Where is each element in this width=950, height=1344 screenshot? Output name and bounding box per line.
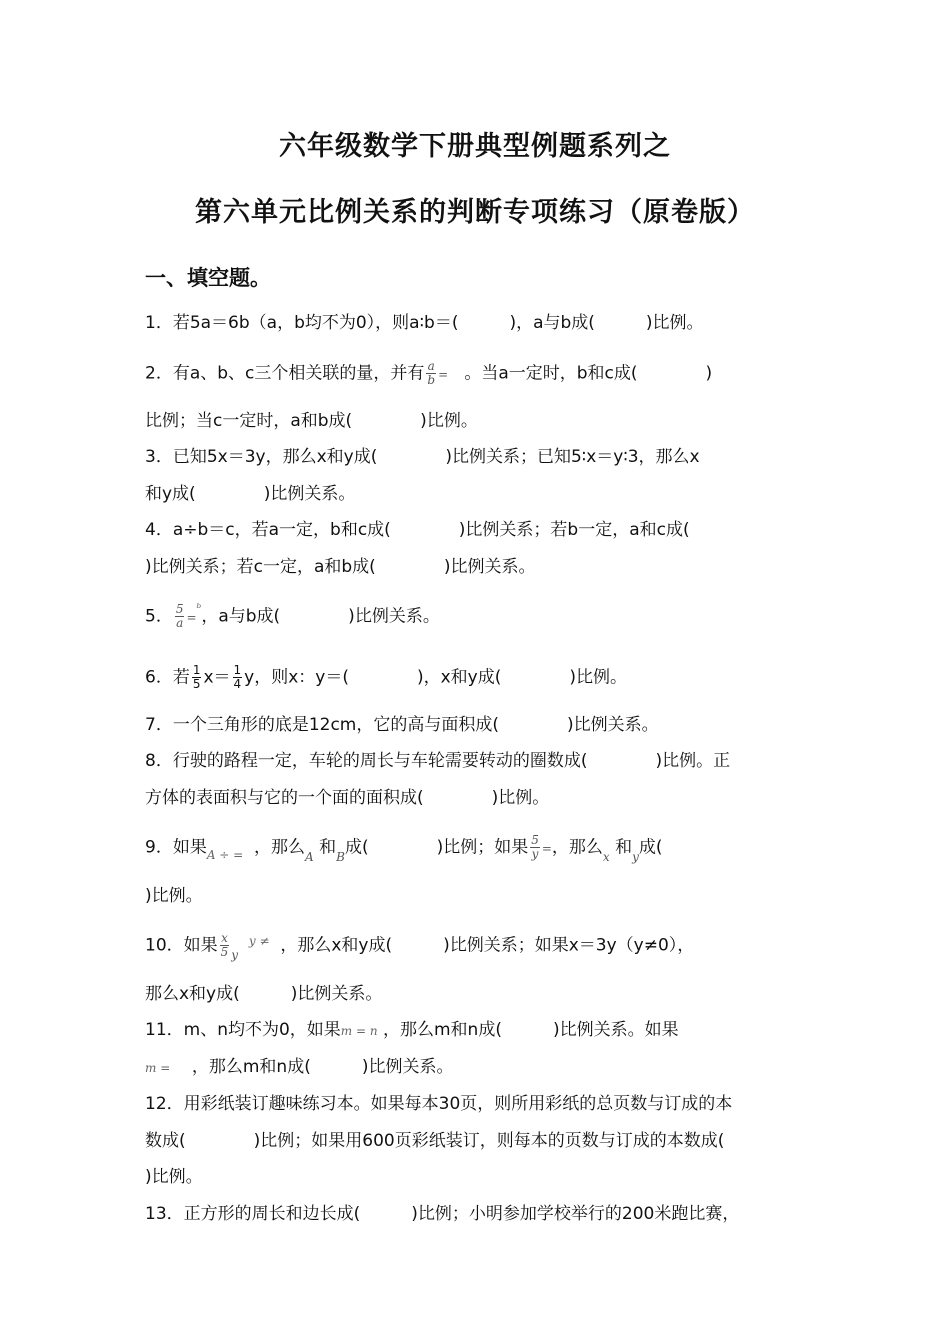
question-6-fraction-1 bbox=[192, 664, 202, 691]
question-10-fraction bbox=[220, 932, 230, 959]
question-10-text-b: ，那么x和y成( )比例关系；如果x＝3y（y≠0）， bbox=[280, 935, 695, 956]
variable-y: y bbox=[231, 947, 239, 962]
question-2-line-1 bbox=[145, 360, 712, 387]
fraction-numerator: 5 bbox=[175, 602, 184, 616]
fraction-numerator: 5 bbox=[531, 833, 539, 847]
question-5: 5． $\frac{5}{a}$ =$^ᵇ$，a与b成( )比例关系。 bbox=[145, 600, 440, 630]
question-12-line-3: )比例。 bbox=[145, 1167, 203, 1187]
question-9-text-a: 9．如果 bbox=[145, 837, 207, 858]
fraction-denominator: 5 bbox=[220, 945, 229, 959]
equals-sign: = bbox=[186, 610, 197, 625]
question-10-text-a: 10．如果 bbox=[145, 935, 218, 956]
question-11-line-1 bbox=[145, 1018, 679, 1043]
question-11-text-c: ，那么m和n成( )比例关系。 bbox=[191, 1057, 454, 1077]
question-11-expression-1: m = n bbox=[340, 1024, 378, 1038]
question-9-text-c: 和 bbox=[319, 837, 337, 858]
question-6-text-c: y，则x：y＝( )，x和y成( )比例。 bbox=[244, 667, 628, 688]
fraction-numerator: a bbox=[427, 359, 435, 373]
section-heading: 一、填空题。 bbox=[145, 266, 271, 290]
question-6 bbox=[145, 664, 627, 691]
question-11-text-b: ，那么m和n成( )比例关系。如果 bbox=[383, 1020, 679, 1040]
fraction-denominator: a bbox=[176, 616, 184, 630]
question-12-line-2: 数成( )比例；如果用600页彩纸装订，则每本的页数与订成的本数成( bbox=[145, 1131, 725, 1151]
question-9-text-g: 成( bbox=[638, 837, 663, 858]
question-12-line-1: 12．用彩纸装订趣味练习本。如果每本30页，则所用彩纸的总页数与订成的本 bbox=[145, 1094, 733, 1114]
question-2-text-a: 2．有a、b、c三个相关联的量，并有 bbox=[145, 363, 425, 384]
fraction-numerator: x bbox=[221, 931, 228, 945]
variable-x: x bbox=[602, 849, 610, 864]
question-9-line-2: )比例。 bbox=[145, 886, 203, 906]
question-9-text-b: ，那么 bbox=[254, 837, 306, 858]
question-10-line-2: 那么x和y成( )比例关系。 bbox=[145, 984, 383, 1004]
variable-A: A bbox=[305, 849, 314, 864]
variable-y: y bbox=[632, 849, 639, 864]
question-6-text-b: x＝ bbox=[203, 667, 231, 688]
question-10-line-1 bbox=[145, 931, 695, 962]
question-5-fraction bbox=[175, 603, 185, 630]
question-6-fraction-2 bbox=[233, 664, 243, 691]
question-11-text-a: 11．m、n均不为0，如果 bbox=[145, 1020, 341, 1040]
question-5-text: ，a与b成( )比例关系。 bbox=[201, 606, 440, 627]
question-8-line-2: 方体的表面积与它的一个面的面积成( )比例。 bbox=[145, 788, 550, 808]
fraction-numerator: 1 bbox=[233, 663, 242, 677]
question-2-line-2: 比例；当c一定时，a和b成( )比例。 bbox=[145, 411, 478, 431]
faint-mark: ᵇ bbox=[196, 600, 202, 615]
question-3-line-1: 3．已知5x＝3y，那么x和y成( )比例关系；已知5∶x＝y∶3，那么x bbox=[145, 447, 700, 467]
equals-sign: = bbox=[438, 367, 449, 382]
question-13: 13．正方形的周长和边长成( )比例；小明参加学校举行的200米跑比赛， bbox=[145, 1204, 740, 1224]
fraction-denominator: y bbox=[531, 847, 539, 861]
question-11-expression-2: m = bbox=[145, 1061, 171, 1075]
question-9-text-d: 成( )比例；如果 bbox=[344, 837, 529, 858]
question-9-line-1 bbox=[145, 833, 663, 864]
question-9-text-f: 和 bbox=[615, 837, 633, 858]
question-4-line-1: 4．a÷b＝c，若a一定，b和c成( )比例关系；若b一定，a和c成( bbox=[145, 520, 690, 540]
fraction-denominator: b bbox=[427, 373, 436, 387]
title-line-2: 第六单元比例关系的判断专项练习（原卷版） bbox=[195, 197, 755, 228]
fraction-denominator: 4 bbox=[233, 677, 242, 691]
not-equal-expression: y ≠ bbox=[248, 933, 270, 948]
fraction-numerator: 1 bbox=[192, 663, 201, 677]
question-8-line-1: 8．行驶的路程一定，车轮的周长与车轮需要转动的圈数成( )比例。正 bbox=[145, 751, 731, 771]
question-9-fraction bbox=[530, 834, 540, 861]
question-3-line-2: 和y成( )比例关系。 bbox=[145, 484, 356, 504]
question-11-line-2 bbox=[145, 1055, 453, 1080]
question-9-text-e: ，那么 bbox=[551, 837, 603, 858]
fraction-denominator: 5 bbox=[192, 677, 201, 691]
variable-B: B bbox=[336, 849, 345, 864]
question-4-line-2: )比例关系；若c一定，a和b成( )比例关系。 bbox=[145, 557, 536, 577]
equals-sign: = bbox=[541, 841, 552, 856]
title-line-1: 六年级数学下册典型例题系列之 bbox=[279, 131, 671, 162]
question-2-text-b: 。当a一定时，b和c成( ) bbox=[464, 363, 713, 384]
question-6-text-a: 6．若 bbox=[145, 667, 190, 688]
question-9-expression: A ÷ = bbox=[206, 847, 244, 862]
question-1: 1．若5a＝6b（a，b均不为0），则a∶b＝( )，a与b成( )比例。 bbox=[145, 313, 704, 333]
question-2-fraction bbox=[426, 360, 436, 387]
question-7: 7．一个三角形的底是12cm，它的高与面积成( )比例关系。 bbox=[145, 715, 659, 735]
